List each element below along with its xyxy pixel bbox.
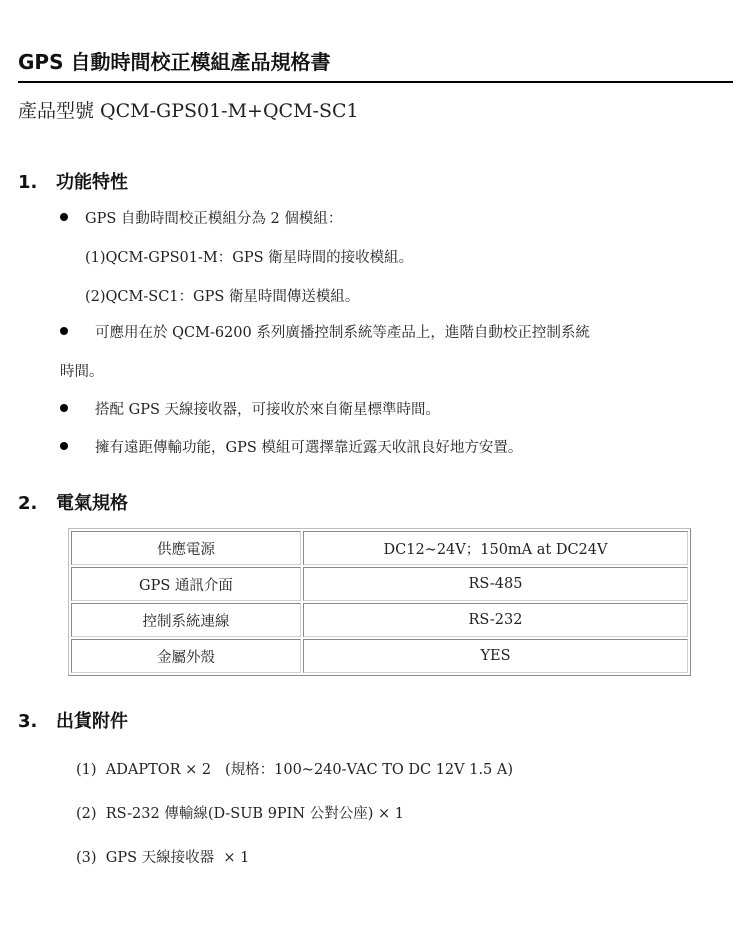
section-number: 3. [18,711,38,732]
spec-key: 控制系統連線 [71,603,301,637]
spec-value: RS-232 [303,603,688,637]
bullet-icon [60,327,68,335]
table-row [71,531,688,565]
product-model: 產品型號 QCM-GPS01-M+QCM-SC1 [18,100,359,122]
list-subitem: (1)QCM-GPS01-M：GPS 衛星時間的接收模組。 [85,250,414,266]
list-subitem: (2)QCM-SC1：GPS 衛星時間傳送模組。 [85,289,360,305]
table-row [71,567,688,601]
section-3-heading [18,707,128,733]
section-number: 2. [18,493,38,514]
section-1-heading [18,168,128,194]
list-item: 擁有遠距傳輸功能，GPS 模組可選擇靠近露天收訊良好地方安置。 [95,440,523,456]
bullet-icon [60,404,68,412]
table-row [71,639,688,673]
spec-key: GPS 通訊介面 [71,567,301,601]
accessory-item: (1) ADAPTOR × 2 (規格：100~240-VAC TO DC 12V 1.5 A) [76,762,514,778]
document-title: GPS 自動時間校正模組產品規格書 [18,46,733,83]
spec-value: RS-485 [303,567,688,601]
section-number: 1. [18,172,38,193]
list-item-continuation: 時間。 [60,364,104,380]
list-item: 搭配 GPS 天線接收器，可接收於來自衛星標準時間。 [95,402,440,418]
list-item: 可應用在於 QCM-6200 系列廣播控制系統等產品上，進階自動校正控制系統 [95,325,590,341]
spec-key: 供應電源 [71,531,301,565]
table-row [71,603,688,637]
spec-key: 金屬外殼 [71,639,301,673]
section-title: 出貨附件 [56,711,128,732]
spec-table [68,528,691,676]
section-title: 電氣規格 [56,493,128,514]
list-item: GPS 自動時間校正模組分為 2 個模組： [85,211,343,227]
accessory-item: (2) RS-232 傳輸線(D-SUB 9PIN 公對公座) × 1 [76,806,404,822]
bullet-icon [60,213,68,221]
spec-value: DC12~24V；150mA at DC24V [303,531,688,565]
accessory-item: (3) GPS 天線接收器 × 1 [76,850,250,866]
section-2-heading [18,489,128,515]
spec-value: YES [303,639,688,673]
bullet-icon [60,442,68,450]
section-title: 功能特性 [56,172,128,193]
